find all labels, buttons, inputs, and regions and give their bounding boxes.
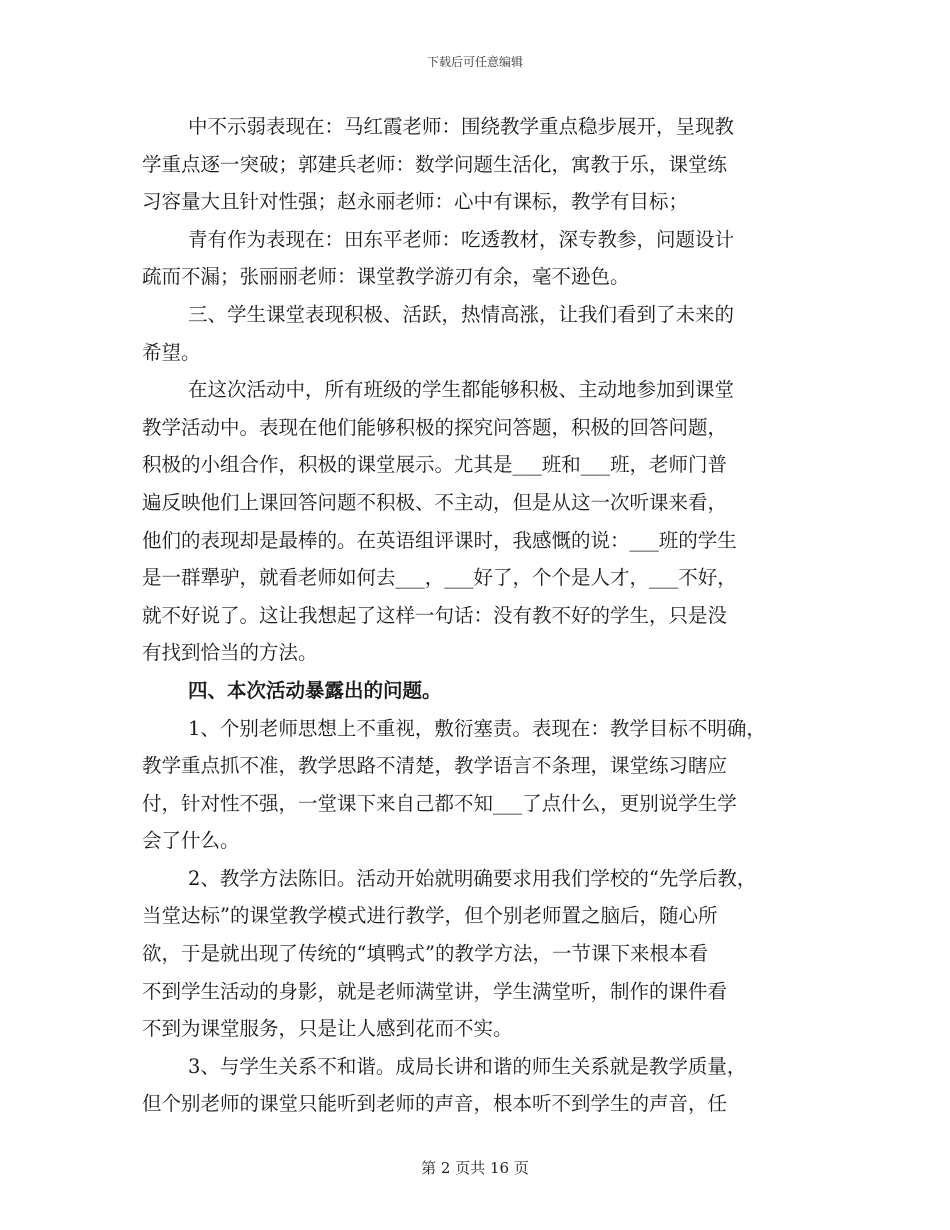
text-line: 习容量大且针对性强；赵永丽老师：心中有课标，教学有目标； [142, 190, 689, 214]
text-line: 欲，于是就出现了传统的“填鸭式”的教学方法，一节课下来根本看 [142, 942, 708, 966]
text-line: 青有作为表现在：田东平老师：吃透教材，深专教参，问题设计 [188, 227, 735, 251]
text-line: 他们的表现却是最棒的。在英语组评课时，我感慨的说：___班的学生 [142, 528, 737, 552]
section-heading: 四、本次活动暴露出的问题。 [188, 678, 442, 702]
text-line: 疏而不漏；张丽丽老师：课堂教学游刃有余，毫不逊色。 [142, 265, 630, 289]
text-line: 有找到恰当的方法。 [142, 641, 318, 665]
text-line: 2、教学方法陈旧。活动开始就明确要求用我们学校的“先学后教， [188, 866, 757, 890]
text-line: 但个别老师的课堂只能听到老师的声音，根本听不到学生的声音，任 [142, 1092, 728, 1116]
text-line: 3、与学生关系不和谐。成局长讲和谐的师生关系就是教学质量， [188, 1054, 747, 1078]
text-line: 三、学生课堂表现积极、活跃，热情高涨，让我们看到了未来的 [188, 302, 735, 326]
text-line: 1、个别老师思想上不重视，敷衍塞责。表现在：教学目标不明确， [188, 716, 766, 740]
text-line: 学重点逐一突破；郭建兵老师：数学问题生活化，寓教于乐，课堂练 [142, 152, 728, 176]
text-line: 是一群犟驴，就看老师如何去___，___好了，个个是人才，___不好， [142, 566, 737, 590]
text-line: 教学重点抓不准，教学思路不清楚，教学语言不条理，课堂练习瞎应 [142, 754, 728, 778]
text-line: 不到学生活动的身影，就是老师满堂讲，学生满堂听，制作的课件看 [142, 979, 728, 1003]
text-line: 教学活动中。表现在他们能够积极的探究问答题，积极的回答问题， [142, 415, 728, 439]
page-header: 下载后可任意编辑 [426, 55, 523, 69]
page-footer: 第 2 页共 16 页 [421, 1159, 529, 1177]
text-line: 就不好说了。这让我想起了这样一句话：没有教不好的学生，只是没 [142, 603, 728, 627]
document-body [142, 108, 822, 1123]
text-line: 希望。 [142, 340, 201, 364]
text-line: 积极的小组合作，积极的课堂展示。尤其是___班和___班，老师门普 [142, 453, 728, 477]
text-line: 不到为课堂服务，只是让人感到花而不实。 [142, 1017, 513, 1041]
text-line: 付，针对性不强，一堂课下来自己都不知___了点什么，更别说学生学 [142, 791, 737, 815]
text-line: 会了什么。 [142, 829, 240, 853]
text-line: 中不示弱表现在：马红霞老师：围绕教学重点稳步展开，呈现教 [188, 115, 735, 138]
text-line: 遍反映他们上课回答问题不积极、不主动，但是从这一次听课来看， [142, 490, 728, 514]
text-line: 在这次活动中，所有班级的学生都能够积极、主动地参加到课堂 [188, 378, 735, 402]
text-line: 当堂达标”的课堂教学模式进行教学，但个别老师置之脑后，随心所 [142, 904, 718, 928]
